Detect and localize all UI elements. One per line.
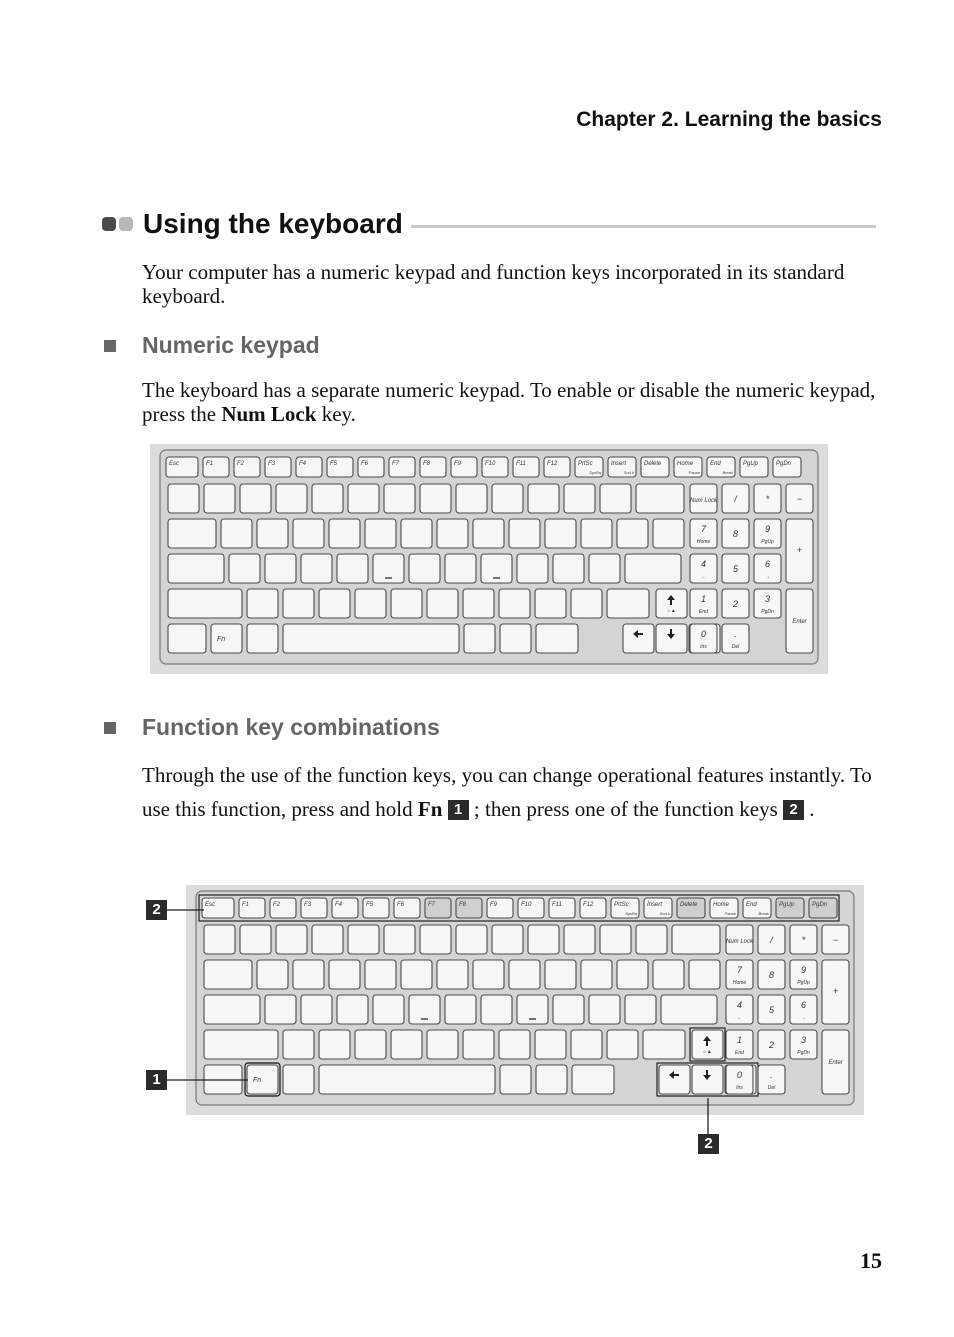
key-label-end: End [710,461,721,467]
page-title: Using the keyboard [143,208,403,239]
key-label-f2: F2 [273,902,281,908]
key-label-f9: F9 [454,461,462,467]
key-sublabel-home: Pause [688,470,700,475]
key-label-f8: F8 [423,461,431,467]
numeric-keypad-heading-text: Numeric keypad [142,332,320,358]
numpad-sublabel-17: Del [767,1085,776,1091]
numpad-sublabel-16: Ins [736,1085,743,1091]
numeric-text-after: key. [316,402,356,426]
numpad-label-17: . [770,1070,773,1080]
key-sublabel-prtsc: SysRq [589,470,601,475]
numpad-label-2: / [770,935,773,945]
key-label-esc: Esc [205,902,216,908]
numpad-label-15: Enter [828,1060,843,1066]
key-label-f5: F5 [330,461,338,467]
numpad-label-1: Num Lock [689,498,718,504]
callout-fn-key: 1 [146,1070,167,1090]
key-label-home: Home [677,461,694,467]
key-label-f9: F9 [490,902,498,908]
numpad-label-13: 2 [768,1040,775,1050]
key-label-f6: F6 [361,461,369,467]
callout-arrow-keys: 2 [698,1134,719,1154]
page-number: 15 [860,1248,882,1273]
key-label-f7: F7 [428,902,436,908]
function-keys-heading-text: Function key combinations [142,714,440,740]
numpad-label-7: 9 [764,524,771,534]
numpad-label-1: Num Lock [725,939,754,945]
numeric-text-before: The keyboard has a separate numeric keypad. To enable or disable the numeric keypad, press the [142,378,876,426]
key-label-delete: Delete [644,461,662,467]
key-label-f1: F1 [242,902,250,908]
key-label-fn: Fn [217,636,226,643]
numpad-sublabel-9: ← [701,574,706,580]
key-label-f1: F1 [206,461,214,467]
numpad-label-12: 1 [700,594,707,604]
numpad-sublabel-17: Del [731,644,740,650]
intro-paragraph: Your computer has a numeric keypad and function keys incorporated in its standard keyboard. [142,260,845,308]
key-sublabel-prtsc: SysRq [625,911,637,916]
numpad-sublabel-5: Home [696,539,711,545]
key-label-insert: Insert [611,461,627,467]
numpad-sublabel-11: → [801,1015,806,1021]
numpad-label-5: 7 [736,965,743,975]
numpad-label-9: 4 [700,559,707,569]
numpad-sublabel-9: ← [737,1015,742,1021]
fn-key-name: Fn [417,797,443,821]
numpad-label-6: 8 [732,529,739,539]
function-text-1: Through the use of the function keys, you can change operational features instantly. To use this function, press and hold [142,763,872,821]
numpad-sublabel-16: Ins [700,644,707,650]
key-label-f5: F5 [366,902,374,908]
numpad-label-12: 1 [736,1035,743,1045]
key-label-pgdn: PgDn [776,461,792,467]
callout-badge-1: 1 [448,800,469,820]
key-label-f12: F12 [547,461,558,467]
numpad-sublabel-12: End [735,1050,744,1056]
numpad-label-13: 2 [732,599,739,609]
key-label-f4: F4 [299,461,307,467]
numpad-label-4: − [796,494,803,504]
key-label-esc: Esc [169,461,180,467]
numpad-label-10: 5 [768,1005,775,1015]
numpad-label-16: 0 [700,629,707,639]
numpad-label-11: 6 [800,1000,807,1010]
key-label-f11: F11 [516,461,526,467]
function-text-2: ; then press one of the function keys [473,797,783,821]
brightness-up-icon: ☼▲ [666,608,676,614]
key-sublabel-insert: ScrLk [659,911,670,916]
numpad-label-16: 0 [736,1070,743,1080]
numpad-label-2: / [734,494,737,504]
numpad-sublabel-7: PgUp [761,539,774,545]
numpad-sublabel-5: Home [732,980,747,986]
callout-badge-2: 2 [783,800,804,820]
num-lock-key-name: Num Lock [221,402,317,426]
numpad-label-9: 4 [736,1000,743,1010]
numpad-label-3: * [765,494,770,504]
key-label-home: Home [713,902,730,908]
key-label-f10: F10 [485,461,496,467]
key-label-prtsc: PrtSc [614,902,629,908]
key-label-insert: Insert [647,902,663,908]
chapter-header: Chapter 2. Learning the basics [576,108,882,131]
numpad-label-4: − [832,935,839,945]
key-label-f8: F8 [459,902,467,908]
key-label-f2: F2 [237,461,245,467]
numpad-label-17: . [734,629,737,639]
numpad-sublabel-7: PgUp [797,980,810,986]
key-label-f4: F4 [335,902,343,908]
numpad-label-8: + [832,986,839,996]
key-label-end: End [746,902,757,908]
numpad-sublabel-14: PgDn [797,1050,810,1056]
numpad-label-14: 3 [800,1035,807,1045]
function-text-3: . [809,797,815,821]
key-label-f11: F11 [552,902,562,908]
key-sublabel-end: Break [722,470,733,475]
key-label-pgup: PgUp [779,902,795,908]
key-sublabel-end: Break [758,911,769,916]
numpad-label-10: 5 [732,564,739,574]
key-label-f7: F7 [392,461,400,467]
brightness-up-icon: ☼▲ [702,1049,712,1055]
numpad-label-8: + [796,545,803,555]
numpad-label-6: 8 [768,970,775,980]
key-label-pgdn: PgDn [812,902,828,908]
key-label-fn: Fn [253,1077,262,1084]
numpad-sublabel-11: → [765,574,770,580]
numpad-label-5: 7 [700,524,707,534]
numpad-label-11: 6 [764,559,771,569]
key-label-f3: F3 [304,902,312,908]
key-label-f3: F3 [268,461,276,467]
numpad-label-7: 9 [800,965,807,975]
key-sublabel-insert: ScrLk [623,470,634,475]
key-label-f6: F6 [397,902,405,908]
key-label-f10: F10 [521,902,532,908]
key-label-pgup: PgUp [743,461,759,467]
numpad-label-14: 3 [764,594,771,604]
key-label-delete: Delete [680,902,698,908]
numpad-sublabel-14: PgDn [761,609,774,615]
key-sublabel-home: Pause [724,911,736,916]
key-label-prtsc: PrtSc [578,461,593,467]
numpad-label-15: Enter [792,619,807,625]
key-label-f12: F12 [583,902,594,908]
numpad-sublabel-12: End [699,609,708,615]
numpad-label-3: * [801,935,806,945]
callout-function-row: 2 [146,900,167,920]
